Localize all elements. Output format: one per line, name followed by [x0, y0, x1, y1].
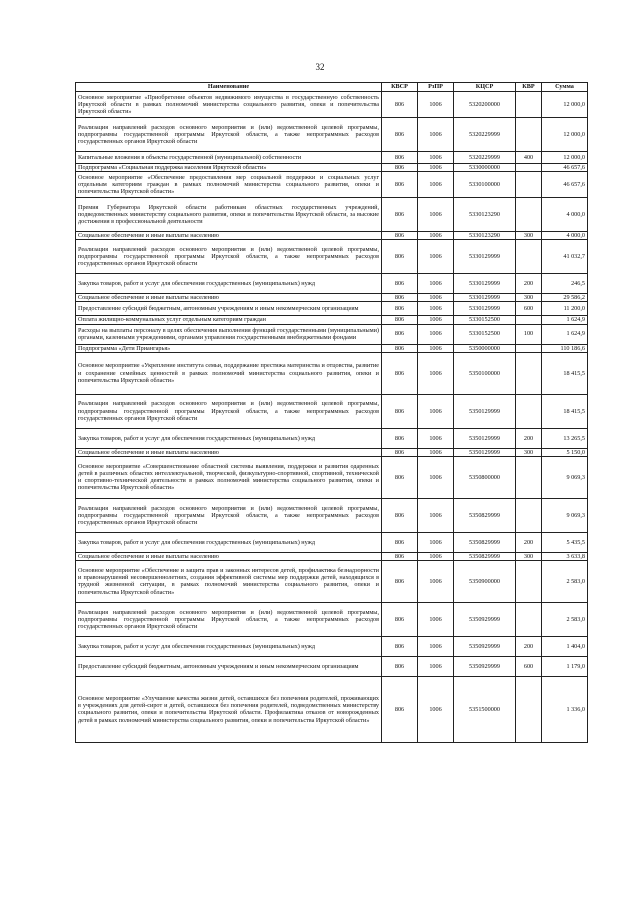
table-row [76, 240, 588, 274]
cell-rzpr: 1006 [418, 352, 454, 394]
header-rzpr: РзПР [418, 83, 454, 92]
cell-kcsr: 5350929999 [454, 602, 516, 636]
table-row [76, 560, 588, 602]
cell-kvr [516, 198, 542, 232]
cell-sum: 1 179,0 [542, 656, 588, 676]
cell-name: Социальное обеспечение и иные выплаты населению [76, 232, 382, 240]
cell-name: Закупка товаров, работ и услуг для обеспечения государственных (муниципальных) нужд [76, 636, 382, 656]
cell-kvsr: 806 [382, 198, 418, 232]
cell-sum: 46 657,6 [542, 172, 588, 198]
table-row [76, 656, 588, 676]
cell-kvsr: 806 [382, 294, 418, 302]
cell-rzpr: 1006 [418, 240, 454, 274]
cell-kvr [516, 240, 542, 274]
table-row [76, 164, 588, 172]
cell-kvr [516, 316, 542, 324]
cell-name: Основное мероприятие «Совершенствование областной системы выявления, поддержки и развития одаренных детей в различных областях интеллектуальной, творческой, физкультурно-спортивной, спортивной, технической и спортивно-технической деятельности в рамках полномочий министерства социального развития, опеки и попечительства Иркутской области» [76, 456, 382, 498]
cell-rzpr: 1006 [418, 552, 454, 560]
table-row [76, 676, 588, 742]
cell-kvr: 200 [516, 274, 542, 294]
cell-sum: 11 200,0 [542, 302, 588, 316]
cell-kvsr: 806 [382, 656, 418, 676]
cell-sum: 1 624,9 [542, 316, 588, 324]
cell-sum: 41 032,7 [542, 240, 588, 274]
cell-name: Подпрограмма «Дети Приангарья» [76, 344, 382, 352]
cell-name: Реализация направлений расходов основного мероприятия и (или) ведомственной целевой программы, подпрограммы государственной программы Иркутской области, а также непрограммных расходов государственных органов Иркутской области [76, 498, 382, 532]
cell-rzpr: 1006 [418, 198, 454, 232]
cell-kvsr: 806 [382, 448, 418, 456]
cell-kcsr: 5350129999 [454, 394, 516, 428]
cell-kvr: 300 [516, 232, 542, 240]
table-row [76, 352, 588, 394]
cell-kvr [516, 118, 542, 152]
table-row [76, 92, 588, 118]
cell-kvsr: 806 [382, 456, 418, 498]
cell-kvr [516, 676, 542, 742]
cell-sum: 4 000,0 [542, 198, 588, 232]
cell-kvsr: 806 [382, 302, 418, 316]
cell-rzpr: 1006 [418, 324, 454, 344]
cell-sum: 12 000,0 [542, 118, 588, 152]
cell-name: Основное мероприятие «Обеспечение и защита прав и законных интересов детей, профилактика безнадзорности и правонарушений несовершеннолетних, создания эффективной системы мер поддержки детей, находящихся в трудной жизненной ситуации, в рамках полномочий министерства социального развития, опеки и попечительства Иркутской области» [76, 560, 382, 602]
cell-sum: 12 000,0 [542, 152, 588, 164]
cell-name: Реализация направлений расходов основного мероприятия и (или) ведомственной целевой программы, подпрограммы государственной программы Иркутской области, а также непрограммных расходов государственных органов Иркутской области [76, 394, 382, 428]
table-row [76, 532, 588, 552]
cell-kvr [516, 92, 542, 118]
cell-rzpr: 1006 [418, 394, 454, 428]
cell-sum: 5 150,0 [542, 448, 588, 456]
cell-kcsr: 5350129999 [454, 448, 516, 456]
cell-kvr: 300 [516, 552, 542, 560]
cell-kvr [516, 456, 542, 498]
cell-name: Основное мероприятие «Укрепление института семьи, поддержание престижа материнства и отцовства, развитие и сохранение семейных ценностей в рамках полномочий министерства социального развития, опеки и попечительства Иркутской области» [76, 352, 382, 394]
cell-kvr [516, 352, 542, 394]
cell-kcsr: 5320229999 [454, 152, 516, 164]
cell-name: Предоставление субсидий бюджетным, автономным учреждениям и иным некоммерческим организациям [76, 656, 382, 676]
cell-kvsr: 806 [382, 602, 418, 636]
cell-kvr: 100 [516, 324, 542, 344]
cell-rzpr: 1006 [418, 448, 454, 456]
header-kcsr: КЦСР [454, 83, 516, 92]
table-row [76, 498, 588, 532]
cell-name: Социальное обеспечение и иные выплаты населению [76, 294, 382, 302]
cell-kcsr: 5330123290 [454, 198, 516, 232]
cell-kvsr: 806 [382, 560, 418, 602]
cell-kcsr: 5330129999 [454, 240, 516, 274]
cell-kvr [516, 602, 542, 636]
cell-sum: 2 583,0 [542, 560, 588, 602]
cell-kcsr: 5350900000 [454, 560, 516, 602]
cell-kvsr: 806 [382, 164, 418, 172]
table-row [76, 394, 588, 428]
cell-kvsr: 806 [382, 240, 418, 274]
cell-name: Закупка товаров, работ и услуг для обеспечения государственных (муниципальных) нужд [76, 532, 382, 552]
table-row [76, 448, 588, 456]
cell-sum: 13 265,5 [542, 428, 588, 448]
table-row [76, 294, 588, 302]
cell-name: Расходы на выплаты персоналу в целях обеспечения выполнения функций государственными (муниципальными) органами, казенными учреждениями, органами управления государственными внебюджетными фондами [76, 324, 382, 344]
table-row [76, 456, 588, 498]
table-row [76, 552, 588, 560]
cell-rzpr: 1006 [418, 302, 454, 316]
header-sum: Сумма [542, 83, 588, 92]
cell-sum: 2 583,0 [542, 602, 588, 636]
cell-rzpr: 1006 [418, 152, 454, 164]
cell-kvsr: 806 [382, 344, 418, 352]
table-row [76, 274, 588, 294]
cell-kvsr: 806 [382, 316, 418, 324]
cell-kcsr: 5350129999 [454, 428, 516, 448]
table-row [76, 602, 588, 636]
cell-kcsr: 5330129999 [454, 302, 516, 316]
cell-kcsr: 5330152500 [454, 324, 516, 344]
cell-sum: 1 336,0 [542, 676, 588, 742]
cell-name: Закупка товаров, работ и услуг для обеспечения государственных (муниципальных) нужд [76, 274, 382, 294]
cell-kvsr: 806 [382, 232, 418, 240]
cell-sum: 1 404,0 [542, 636, 588, 656]
cell-rzpr: 1006 [418, 172, 454, 198]
budget-table [75, 82, 588, 743]
cell-kvsr: 806 [382, 676, 418, 742]
cell-name: Капитальные вложения в объекты государственной (муниципальной) собственности [76, 152, 382, 164]
cell-kvr: 300 [516, 294, 542, 302]
cell-kvr: 600 [516, 302, 542, 316]
cell-rzpr: 1006 [418, 316, 454, 324]
cell-sum: 5 435,5 [542, 532, 588, 552]
cell-kcsr: 5330129999 [454, 294, 516, 302]
header-kvsr: КВСР [382, 83, 418, 92]
cell-kvr [516, 498, 542, 532]
cell-kvsr: 806 [382, 394, 418, 428]
cell-kcsr: 5350000000 [454, 344, 516, 352]
table-row [76, 232, 588, 240]
cell-name: Закупка товаров, работ и услуг для обеспечения государственных (муниципальных) нужд [76, 428, 382, 448]
cell-kvsr: 806 [382, 532, 418, 552]
cell-name: Социальное обеспечение и иные выплаты населению [76, 552, 382, 560]
cell-rzpr: 1006 [418, 602, 454, 636]
table-row [76, 316, 588, 324]
cell-name: Оплата жилищно-коммунальных услуг отдельным категориям граждан [76, 316, 382, 324]
cell-sum: 110 186,6 [542, 344, 588, 352]
cell-rzpr: 1006 [418, 498, 454, 532]
cell-kvsr: 806 [382, 172, 418, 198]
cell-kvr: 200 [516, 428, 542, 448]
table-header-row [76, 83, 588, 92]
cell-rzpr: 1006 [418, 274, 454, 294]
cell-kcsr: 5320229999 [454, 118, 516, 152]
cell-kcsr: 5350929999 [454, 656, 516, 676]
cell-rzpr: 1006 [418, 344, 454, 352]
cell-kcsr: 5350800000 [454, 456, 516, 498]
cell-rzpr: 1006 [418, 118, 454, 152]
table-row [76, 324, 588, 344]
cell-rzpr: 1006 [418, 456, 454, 498]
cell-name: Основное мероприятие «Приобретение объектов недвижимого имущества в государственную собственность Иркутской области в рамках полномочий министерства социального развития, опеки и попечительства Иркутской области» [76, 92, 382, 118]
cell-name: Премия Губернатора Иркутской области работникам областных государственных учреждений, подведомственных министерству социального развития, опеки и попечительства Иркутской области, за высокие достижения в профессиональной деятельности [76, 198, 382, 232]
cell-sum: 246,5 [542, 274, 588, 294]
cell-kcsr: 5350829999 [454, 552, 516, 560]
cell-kvr [516, 394, 542, 428]
cell-kvsr: 806 [382, 274, 418, 294]
table-row [76, 428, 588, 448]
cell-name: Основное мероприятие «Улучшение качества жизни детей, оставшихся без попечения родителей, проживающих в учреждениях для детей-сирот и детей, оставшихся без попечения родителей, подведомственных министерству социального развития, опеки и попечительства Иркутской области. Профилактика отказов от новорожденных детей в рамках полномочий министерства социального развития, опеки и попечительства Иркутской области» [76, 676, 382, 742]
cell-kvsr: 806 [382, 352, 418, 394]
cell-kvr: 200 [516, 532, 542, 552]
cell-kvsr: 806 [382, 92, 418, 118]
cell-name: Реализация направлений расходов основного мероприятия и (или) ведомственной целевой программы, подпрограммы государственной программы Иркутской области, а также непрограммных расходов государственных органов Иркутской области [76, 118, 382, 152]
cell-kcsr: 5320200000 [454, 92, 516, 118]
cell-rzpr: 1006 [418, 560, 454, 602]
cell-kvr [516, 172, 542, 198]
cell-sum: 46 657,6 [542, 164, 588, 172]
cell-name: Подпрограмма «Социальная поддержка населения Иркутской области» [76, 164, 382, 172]
cell-rzpr: 1006 [418, 294, 454, 302]
cell-kvsr: 806 [382, 636, 418, 656]
cell-sum: 4 000,0 [542, 232, 588, 240]
cell-kcsr: 5350100000 [454, 352, 516, 394]
cell-kcsr: 5350829999 [454, 498, 516, 532]
cell-rzpr: 1006 [418, 232, 454, 240]
cell-kvsr: 806 [382, 324, 418, 344]
table-row [76, 344, 588, 352]
cell-sum: 9 069,3 [542, 456, 588, 498]
cell-sum: 18 415,5 [542, 352, 588, 394]
cell-kcsr: 5330100000 [454, 172, 516, 198]
cell-name: Предоставление субсидий бюджетным, автономным учреждениям и иным некоммерческим организациям [76, 302, 382, 316]
cell-kvr [516, 560, 542, 602]
cell-name: Социальное обеспечение и иные выплаты населению [76, 448, 382, 456]
cell-kvr: 300 [516, 448, 542, 456]
cell-kvsr: 806 [382, 152, 418, 164]
cell-kvr [516, 344, 542, 352]
table-row [76, 302, 588, 316]
cell-kcsr: 5330123290 [454, 232, 516, 240]
cell-rzpr: 1006 [418, 428, 454, 448]
cell-name: Реализация направлений расходов основного мероприятия и (или) ведомственной целевой программы, подпрограммы государственной программы Иркутской области, а также непрограммных расходов государственных органов Иркутской области [76, 240, 382, 274]
cell-rzpr: 1006 [418, 164, 454, 172]
cell-kvsr: 806 [382, 498, 418, 532]
cell-sum: 1 624,9 [542, 324, 588, 344]
cell-kcsr: 5350929999 [454, 636, 516, 656]
table-row [76, 198, 588, 232]
cell-rzpr: 1006 [418, 92, 454, 118]
cell-kvr: 200 [516, 636, 542, 656]
cell-kvsr: 806 [382, 428, 418, 448]
header-kvr: КВР [516, 83, 542, 92]
table-row [76, 152, 588, 164]
cell-sum: 29 586,2 [542, 294, 588, 302]
table-row [76, 118, 588, 152]
header-name: Наименование [76, 83, 382, 92]
cell-kvsr: 806 [382, 118, 418, 152]
cell-rzpr: 1006 [418, 656, 454, 676]
table-row [76, 172, 588, 198]
cell-kvsr: 806 [382, 552, 418, 560]
cell-kcsr: 5330152500 [454, 316, 516, 324]
cell-kcsr: 5350829999 [454, 532, 516, 552]
cell-name: Реализация направлений расходов основного мероприятия и (или) ведомственной целевой программы, подпрограммы государственной программы Иркутской области, а также непрограммных расходов государственных органов Иркутской области [76, 602, 382, 636]
cell-kvr [516, 164, 542, 172]
cell-rzpr: 1006 [418, 532, 454, 552]
cell-kvr: 600 [516, 656, 542, 676]
cell-kvr: 400 [516, 152, 542, 164]
cell-rzpr: 1006 [418, 676, 454, 742]
table-row [76, 636, 588, 656]
cell-name: Основное мероприятие «Обеспечение предоставления мер социальной поддержки и социальных услуг отдельным категориям граждан в рамках полномочий министерства социального развития, опеки и попечительства Иркутской области» [76, 172, 382, 198]
page-number: 32 [315, 62, 325, 72]
cell-rzpr: 1006 [418, 636, 454, 656]
cell-sum: 3 633,8 [542, 552, 588, 560]
cell-kcsr: 5330129999 [454, 274, 516, 294]
cell-sum: 12 000,0 [542, 92, 588, 118]
cell-sum: 18 415,5 [542, 394, 588, 428]
cell-kcsr: 5351500000 [454, 676, 516, 742]
cell-sum: 9 069,3 [542, 498, 588, 532]
cell-kcsr: 5330000000 [454, 164, 516, 172]
